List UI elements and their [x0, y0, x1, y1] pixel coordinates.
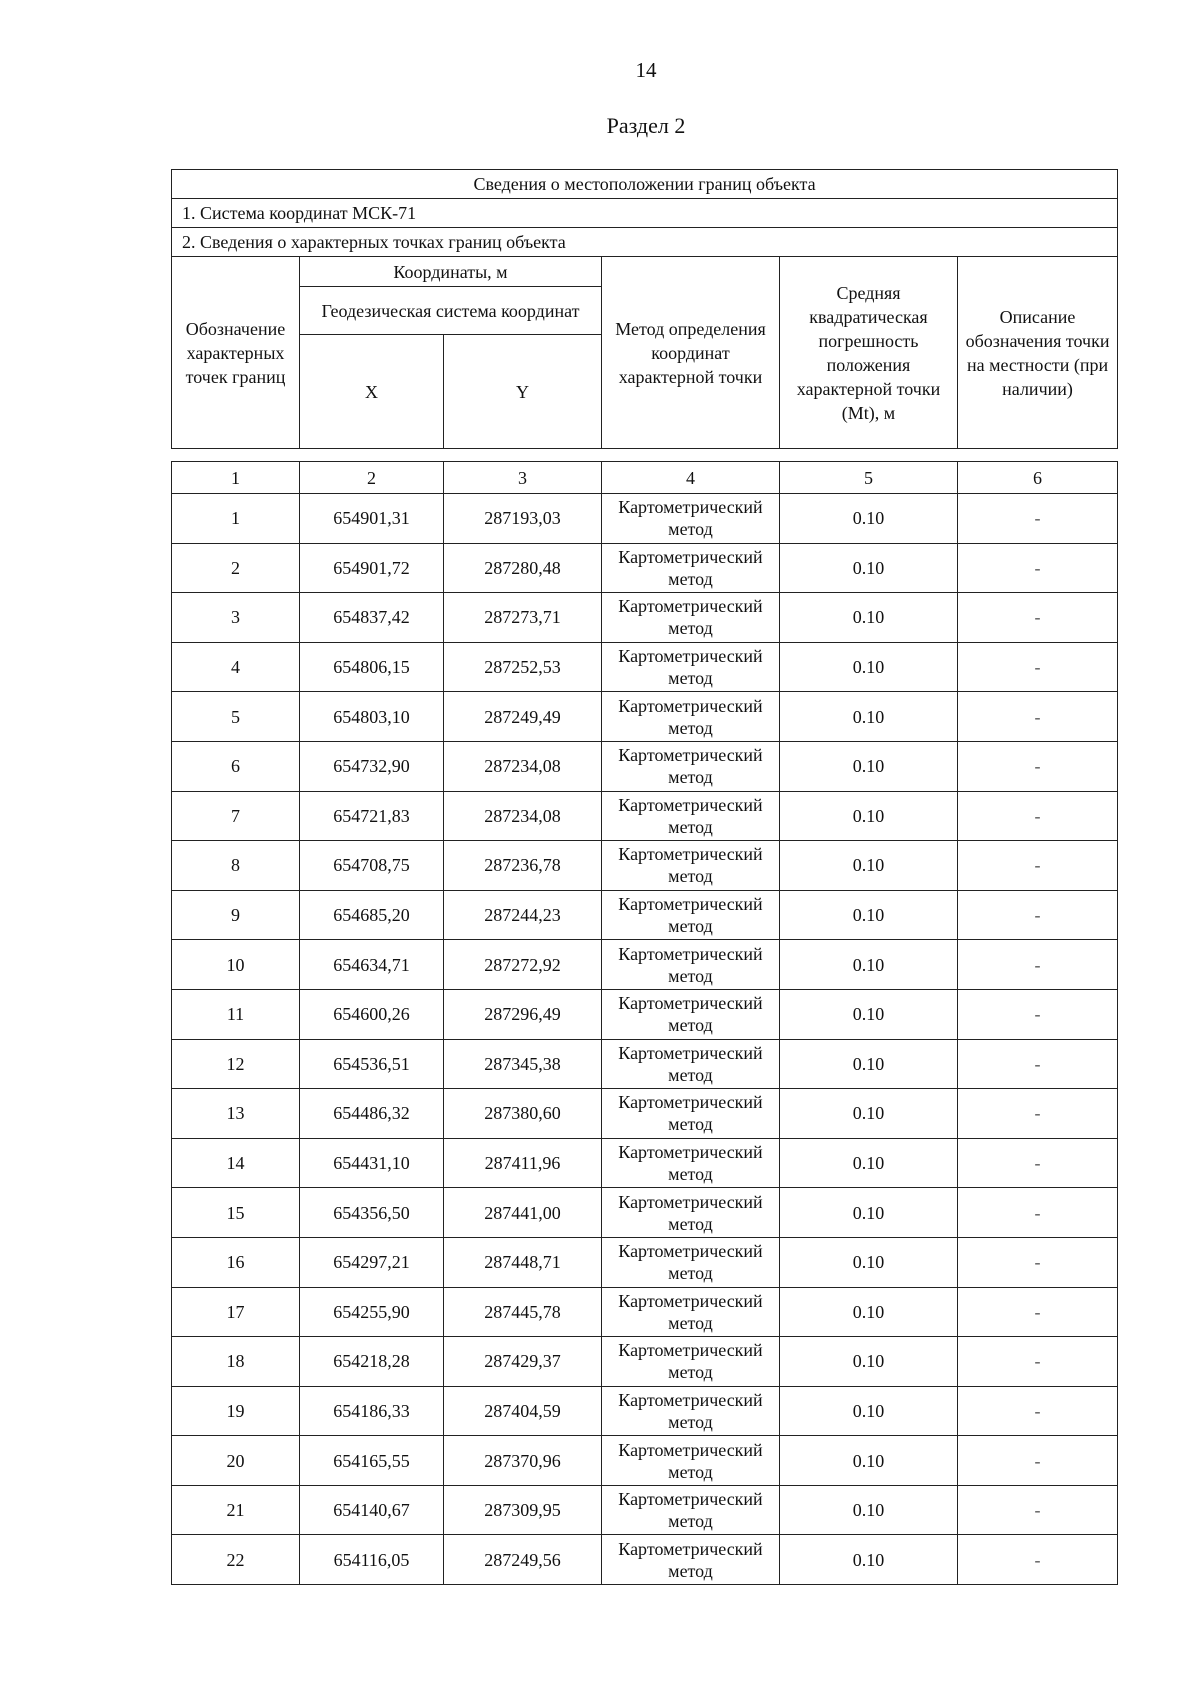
- points-section-label: 2. Сведения о характерных точках границ объекта: [172, 228, 1118, 257]
- method: Картометрический метод: [602, 1138, 780, 1188]
- table-row: [172, 1138, 1118, 1188]
- method: Картометрический метод: [602, 989, 780, 1039]
- description: -: [958, 1535, 1118, 1585]
- method: Картометрический метод: [602, 1237, 780, 1287]
- x-coordinate: 654837,42: [300, 593, 444, 643]
- section-title: Раздел 2: [606, 113, 686, 138]
- point-number: 19: [172, 1386, 300, 1436]
- y-coordinate: 287244,23: [444, 890, 602, 940]
- error-mt: 0.10: [780, 494, 958, 544]
- description: -: [958, 841, 1118, 891]
- point-number: 14: [172, 1138, 300, 1188]
- point-number: 5: [172, 692, 300, 742]
- x-coordinate: 654356,50: [300, 1188, 444, 1238]
- points-table: [171, 461, 1118, 1585]
- description: -: [958, 1337, 1118, 1387]
- description: -: [958, 741, 1118, 791]
- method: Картометрический метод: [602, 1386, 780, 1436]
- point-number: 11: [172, 989, 300, 1039]
- x-coordinate: 654165,55: [300, 1436, 444, 1486]
- table-row: [172, 1485, 1118, 1535]
- point-number: 2: [172, 543, 300, 593]
- header-y: Y: [444, 335, 602, 449]
- table-row: [172, 741, 1118, 791]
- header-description: Описание обозначения точки на местности (при наличии): [958, 257, 1118, 449]
- description: -: [958, 791, 1118, 841]
- table-row: [172, 1535, 1118, 1585]
- point-number: 9: [172, 890, 300, 940]
- point-number: 10: [172, 940, 300, 990]
- method: Картометрический метод: [602, 890, 780, 940]
- x-coordinate: 654431,10: [300, 1138, 444, 1188]
- y-coordinate: 287404,59: [444, 1386, 602, 1436]
- table-row: [172, 593, 1118, 643]
- column-number-row: [172, 462, 1118, 494]
- description: -: [958, 1237, 1118, 1287]
- method: Картометрический метод: [602, 1436, 780, 1486]
- method: Картометрический метод: [602, 543, 780, 593]
- x-coordinate: 654600,26: [300, 989, 444, 1039]
- column-number: 4: [602, 462, 780, 494]
- description: -: [958, 940, 1118, 990]
- description: -: [958, 1039, 1118, 1089]
- header-geodesic-system: Геодезическая система координат: [300, 287, 602, 335]
- method: Картометрический метод: [602, 1337, 780, 1387]
- header-coordinates: Координаты, м: [300, 257, 602, 287]
- y-coordinate: 287252,53: [444, 642, 602, 692]
- table-row: [172, 494, 1118, 544]
- method: Картометрический метод: [602, 1039, 780, 1089]
- point-number: 16: [172, 1237, 300, 1287]
- method: Картометрический метод: [602, 593, 780, 643]
- error-mt: 0.10: [780, 543, 958, 593]
- y-coordinate: 287236,78: [444, 841, 602, 891]
- method: Картометрический метод: [602, 841, 780, 891]
- point-number: 20: [172, 1436, 300, 1486]
- header-table: [171, 169, 1118, 449]
- table-row: [172, 692, 1118, 742]
- y-coordinate: 287234,08: [444, 741, 602, 791]
- description: -: [958, 1386, 1118, 1436]
- column-number: 5: [780, 462, 958, 494]
- y-coordinate: 287370,96: [444, 1436, 602, 1486]
- method: Картометрический метод: [602, 494, 780, 544]
- table-row: [172, 1386, 1118, 1436]
- point-number: 3: [172, 593, 300, 643]
- description: -: [958, 1138, 1118, 1188]
- table-row: [172, 543, 1118, 593]
- table-row: [172, 1089, 1118, 1139]
- table-row: [172, 841, 1118, 891]
- x-coordinate: 654186,33: [300, 1386, 444, 1436]
- y-coordinate: 287309,95: [444, 1485, 602, 1535]
- error-mt: 0.10: [780, 890, 958, 940]
- coord-system-label: 1. Система координат МСК-71: [172, 199, 1118, 228]
- error-mt: 0.10: [780, 1287, 958, 1337]
- x-coordinate: 654708,75: [300, 841, 444, 891]
- header-error: Средняя квадратическая погрешность положения характерной точки (Mt), м: [780, 257, 958, 449]
- table-row: [172, 1188, 1118, 1238]
- column-number: 1: [172, 462, 300, 494]
- table-row: [172, 940, 1118, 990]
- error-mt: 0.10: [780, 940, 958, 990]
- error-mt: 0.10: [780, 989, 958, 1039]
- y-coordinate: 287249,49: [444, 692, 602, 742]
- x-coordinate: 654721,83: [300, 791, 444, 841]
- description: -: [958, 1089, 1118, 1139]
- table-row: [172, 1436, 1118, 1486]
- error-mt: 0.10: [780, 1535, 958, 1585]
- x-coordinate: 654536,51: [300, 1039, 444, 1089]
- point-number: 18: [172, 1337, 300, 1387]
- description: -: [958, 989, 1118, 1039]
- y-coordinate: 287411,96: [444, 1138, 602, 1188]
- y-coordinate: 287380,60: [444, 1089, 602, 1139]
- table-row: [172, 890, 1118, 940]
- table-row: [172, 791, 1118, 841]
- point-number: 15: [172, 1188, 300, 1238]
- error-mt: 0.10: [780, 1138, 958, 1188]
- x-coordinate: 654634,71: [300, 940, 444, 990]
- x-coordinate: 654803,10: [300, 692, 444, 742]
- point-number: 17: [172, 1287, 300, 1337]
- method: Картометрический метод: [602, 1089, 780, 1139]
- y-coordinate: 287273,71: [444, 593, 602, 643]
- table-row: [172, 642, 1118, 692]
- point-number: 1: [172, 494, 300, 544]
- y-coordinate: 287345,38: [444, 1039, 602, 1089]
- x-coordinate: 654116,05: [300, 1535, 444, 1585]
- table-row: [172, 989, 1118, 1039]
- point-number: 21: [172, 1485, 300, 1535]
- x-coordinate: 654140,67: [300, 1485, 444, 1535]
- page-number: 14: [635, 58, 657, 82]
- error-mt: 0.10: [780, 1039, 958, 1089]
- error-mt: 0.10: [780, 841, 958, 891]
- y-coordinate: 287249,56: [444, 1535, 602, 1585]
- point-number: 8: [172, 841, 300, 891]
- x-coordinate: 654218,28: [300, 1337, 444, 1387]
- point-number: 7: [172, 791, 300, 841]
- y-coordinate: 287272,92: [444, 940, 602, 990]
- description: -: [958, 593, 1118, 643]
- method: Картометрический метод: [602, 1485, 780, 1535]
- error-mt: 0.10: [780, 1237, 958, 1287]
- description: -: [958, 642, 1118, 692]
- description: -: [958, 494, 1118, 544]
- error-mt: 0.10: [780, 1089, 958, 1139]
- method: Картометрический метод: [602, 642, 780, 692]
- point-number: 4: [172, 642, 300, 692]
- method: Картометрический метод: [602, 940, 780, 990]
- error-mt: 0.10: [780, 1436, 958, 1486]
- method: Картометрический метод: [602, 1535, 780, 1585]
- column-number: 2: [300, 462, 444, 494]
- header-method: Метод определения координат характерной точки: [602, 257, 780, 449]
- point-number: 6: [172, 741, 300, 791]
- point-number: 22: [172, 1535, 300, 1585]
- x-coordinate: 654732,90: [300, 741, 444, 791]
- table-row: [172, 1337, 1118, 1387]
- description: -: [958, 1188, 1118, 1238]
- method: Картометрический метод: [602, 741, 780, 791]
- error-mt: 0.10: [780, 692, 958, 742]
- x-coordinate: 654901,72: [300, 543, 444, 593]
- description: -: [958, 890, 1118, 940]
- y-coordinate: 287441,00: [444, 1188, 602, 1238]
- error-mt: 0.10: [780, 1188, 958, 1238]
- method: Картометрический метод: [602, 791, 780, 841]
- y-coordinate: 287296,49: [444, 989, 602, 1039]
- x-coordinate: 654255,90: [300, 1287, 444, 1337]
- method: Картометрический метод: [602, 692, 780, 742]
- x-coordinate: 654297,21: [300, 1237, 444, 1287]
- table-row: [172, 1287, 1118, 1337]
- y-coordinate: 287448,71: [444, 1237, 602, 1287]
- description: -: [958, 692, 1118, 742]
- error-mt: 0.10: [780, 593, 958, 643]
- description: -: [958, 1436, 1118, 1486]
- error-mt: 0.10: [780, 741, 958, 791]
- x-coordinate: 654486,32: [300, 1089, 444, 1139]
- x-coordinate: 654685,20: [300, 890, 444, 940]
- method: Картометрический метод: [602, 1188, 780, 1238]
- table-row: [172, 1039, 1118, 1089]
- table-row: [172, 1237, 1118, 1287]
- error-mt: 0.10: [780, 791, 958, 841]
- error-mt: 0.10: [780, 1386, 958, 1436]
- y-coordinate: 287429,37: [444, 1337, 602, 1387]
- point-number: 12: [172, 1039, 300, 1089]
- y-coordinate: 287193,03: [444, 494, 602, 544]
- table-title: Сведения о местоположении границ объекта: [172, 170, 1118, 199]
- error-mt: 0.10: [780, 1337, 958, 1387]
- x-coordinate: 654806,15: [300, 642, 444, 692]
- header-x: X: [300, 335, 444, 449]
- y-coordinate: 287280,48: [444, 543, 602, 593]
- header-designation: Обозначение характерных точек границ: [172, 257, 300, 449]
- column-number: 3: [444, 462, 602, 494]
- point-number: 13: [172, 1089, 300, 1139]
- description: -: [958, 1287, 1118, 1337]
- column-number: 6: [958, 462, 1118, 494]
- error-mt: 0.10: [780, 642, 958, 692]
- y-coordinate: 287234,08: [444, 791, 602, 841]
- error-mt: 0.10: [780, 1485, 958, 1535]
- description: -: [958, 543, 1118, 593]
- description: -: [958, 1485, 1118, 1535]
- y-coordinate: 287445,78: [444, 1287, 602, 1337]
- method: Картометрический метод: [602, 1287, 780, 1337]
- x-coordinate: 654901,31: [300, 494, 444, 544]
